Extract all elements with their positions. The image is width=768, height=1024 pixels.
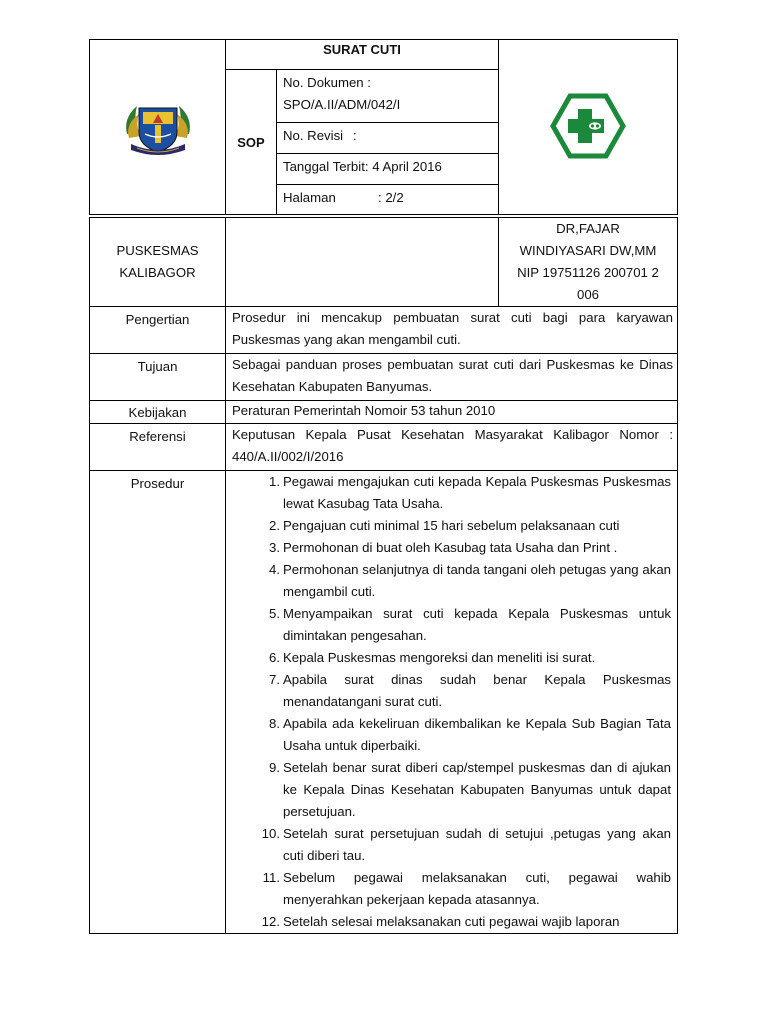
header-table bbox=[89, 39, 678, 215]
doc-number-value: SPO/A.II/ADM/042/I bbox=[283, 97, 401, 112]
step-text: Pegawai mengajukan cuti kepada Kepala Puskesmas Puskesmas lewat Kasubag Tata Usaha. bbox=[283, 474, 671, 511]
text-kebijakan: Peraturan Pemerintah Nomoir 53 tahun 2010 bbox=[226, 401, 678, 424]
step-text: Permohonan selanjutnya di tanda tangani oleh petugas yang akan mengambil cuti. bbox=[283, 562, 671, 599]
step-text: Menyampaikan surat cuti kepada Kepala Puskesmas untuk dimintakan pengesahan. bbox=[283, 606, 671, 643]
label-referensi: Referensi bbox=[90, 424, 226, 471]
step-text: Setelah selesai melaksanakan cuti pegawai wajib laporan bbox=[283, 914, 620, 929]
blank-signature-cell bbox=[226, 218, 499, 307]
regency-emblem-icon bbox=[119, 94, 197, 158]
step-number: 6. bbox=[269, 650, 280, 665]
doc-number-label: No. Dokumen : bbox=[283, 75, 371, 90]
text-tujuan: Sebagai panduan proses pembuatan surat cuti dari Puskesmas ke Dinas Kesehatan Kabupaten Banyumas. bbox=[226, 354, 678, 401]
doc-number-cell bbox=[277, 70, 499, 123]
prosedur-step bbox=[232, 515, 671, 537]
step-text: Apabila surat dinas sudah benar Kepala Puskesmas menandatangani surat cuti. bbox=[283, 672, 671, 709]
prosedur-step bbox=[232, 603, 671, 647]
issue-date: Tanggal Terbit: 4 April 2016 bbox=[277, 154, 499, 185]
sop-label: SOP bbox=[226, 70, 277, 215]
step-text: Apabila ada kekeliruan dikembalikan ke Kepala Sub Bagian Tata Usaha untuk diperbaiki. bbox=[283, 716, 671, 753]
step-number: 7. bbox=[269, 672, 280, 687]
prosedur-step bbox=[232, 471, 671, 515]
step-number: 3. bbox=[269, 540, 280, 555]
step-number: 2. bbox=[269, 518, 280, 533]
step-text: Setelah surat persetujuan sudah di setujui ,petugas yang akan cuti diberi tau. bbox=[283, 826, 671, 863]
label-tujuan: Tujuan bbox=[90, 354, 226, 401]
step-text: Pengajuan cuti minimal 15 hari sebelum pelaksanaan cuti bbox=[283, 518, 620, 533]
page-value: : 2/2 bbox=[378, 190, 404, 205]
prosedur-steps-list bbox=[232, 471, 671, 933]
step-number: 10. bbox=[261, 826, 280, 841]
prosedur-step bbox=[232, 713, 671, 757]
prosedur-step bbox=[232, 647, 671, 669]
page-label: Halaman bbox=[283, 190, 336, 205]
step-number: 1. bbox=[269, 474, 280, 489]
label-kebijakan: Kebijakan bbox=[90, 401, 226, 424]
step-text: Permohonan di buat oleh Kasubag tata Usaha dan Print . bbox=[283, 540, 618, 555]
row-pengertian bbox=[90, 307, 678, 354]
sop-document bbox=[89, 39, 677, 934]
row-tujuan bbox=[90, 354, 678, 401]
page-cell bbox=[277, 185, 499, 215]
revision-label: No. Revisi bbox=[283, 128, 344, 143]
org-name-line1: PUSKESMAS bbox=[116, 243, 199, 258]
prosedur-step bbox=[232, 911, 671, 933]
text-pengertian: Prosedur ini mencakup pembuatan surat cuti bagi para karyawan Puskesmas yang akan mengambil cuti. bbox=[226, 307, 678, 354]
step-text: Kepala Puskesmas mengoreksi dan meneliti isi surat. bbox=[283, 650, 596, 665]
org-name-cell bbox=[90, 218, 226, 307]
prosedur-step bbox=[232, 669, 671, 713]
step-number: 12. bbox=[261, 914, 280, 929]
row-referensi bbox=[90, 424, 678, 471]
step-text: Sebelum pegawai melaksanakan cuti, pegawai wahib menyerahkan pekerjaan kepada atasannya. bbox=[283, 870, 671, 907]
puskesmas-logo-icon bbox=[550, 93, 626, 159]
signer-nip-line1: NIP 19751126 200701 2 bbox=[517, 265, 659, 280]
text-referensi: Keputusan Kepala Pusat Kesehatan Masyarakat Kalibagor Nomor : 440/A.II/002/I/2016 bbox=[226, 424, 678, 471]
step-number: 4. bbox=[269, 562, 280, 577]
revision-cell bbox=[277, 123, 499, 154]
step-number: 11. bbox=[262, 870, 280, 885]
left-logo-cell bbox=[90, 40, 226, 215]
prosedur-step bbox=[232, 757, 671, 823]
prosedur-step bbox=[232, 559, 671, 603]
prosedur-step bbox=[232, 823, 671, 867]
revision-sep: : bbox=[353, 128, 357, 143]
step-number: 5. bbox=[269, 606, 280, 621]
document-title: SURAT CUTI bbox=[226, 40, 499, 70]
signer-name-line2: WINDIYASARI DW,MM bbox=[519, 243, 657, 258]
row-prosedur bbox=[90, 471, 678, 934]
step-text: Setelah benar surat diberi cap/stempel puskesmas dan di ajukan ke Kepala Dinas Kesehatan Kabupaten Banyumas untuk dapat persetujuan. bbox=[283, 760, 671, 819]
signer-cell bbox=[499, 218, 678, 307]
right-logo-cell bbox=[499, 40, 678, 215]
org-name-line2: KALIBAGOR bbox=[119, 265, 196, 280]
step-number: 9. bbox=[269, 760, 280, 775]
signer-name-line1: DR,FAJAR bbox=[556, 221, 620, 236]
label-prosedur: Prosedur bbox=[90, 471, 226, 934]
label-pengertian: Pengertian bbox=[90, 307, 226, 354]
body-table bbox=[89, 217, 678, 934]
prosedur-content bbox=[226, 471, 678, 934]
step-number: 8. bbox=[269, 716, 280, 731]
prosedur-step bbox=[232, 537, 671, 559]
row-kebijakan bbox=[90, 401, 678, 424]
prosedur-step bbox=[232, 867, 671, 911]
signer-nip-line2: 006 bbox=[576, 287, 599, 302]
